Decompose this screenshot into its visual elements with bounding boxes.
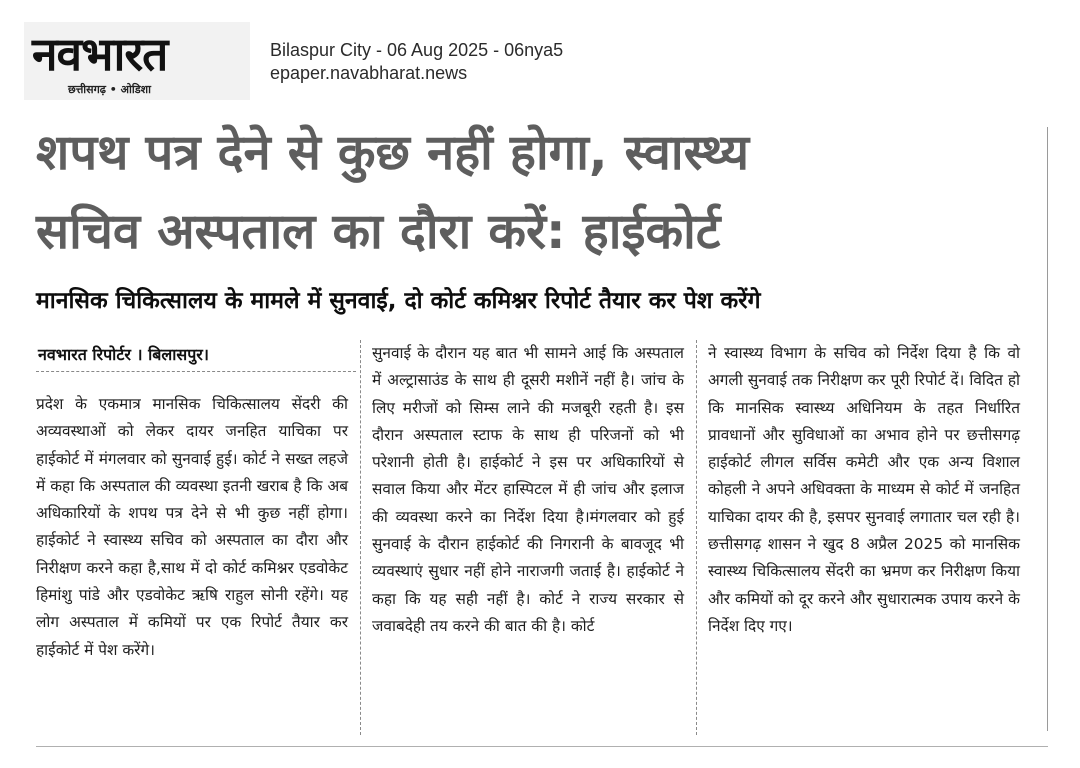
subheadline: मानसिक चिकित्सालय के मामले में सुनवाई, दो कोर्ट कमिश्नर रिपोर्ट तैयार कर पेश करेंगे (36, 288, 761, 314)
article-column-2: सुनवाई के दौरान यह बात भी सामने आई कि अस्पताल में अल्ट्रासाउंड के साथ ही दूसरी मशीनें नहीं है। जांच के लिए मरीजों को सिम्स लाने की मजबूरी रहती है। इस दौरान अस्पताल स्टाफ के साथ ही परिजनों को भी परेशानी होती है। हाईकोर्ट ने इस पर अधिकारियों से सवाल किया और मेंटर हास्पिटल में ही जांच और इलाज की व्यवस्था करने का निर्देश दिया है।मंगलवार को हुई सुनवाई के दौरान हाईकोर्ट की निगरानी के बावजूद भी व्यवस्थाएं सुधार नहीं होने नाराजगी जताई है। हाईकोर्ट ने कहा कि यह सही नहीं है। कोर्ट ने राज्य सरकार से जवाबदेही तय करने की बात की है। कोर्ट (372, 344, 684, 635)
byline-divider (36, 371, 356, 372)
epaper-url[interactable]: epaper.navabharat.news (270, 63, 468, 83)
right-border-rule (1047, 127, 1048, 731)
article-column-1: प्रदेश के एकमात्र मानसिक चिकित्सालय सेंदरी की अव्यवस्थाओं को लेकर दायर जनहित याचिका पर हाईकोर्ट में मंगलवार को सुनवाई हुई। कोर्ट ने सख्त लहजे में कहा कि अस्पताल की व्यवस्था इतनी खराब है कि अब अधिकारियों के शपथ पत्र देने से भी कुछ नहीं होगा। हाईकोर्ट ने स्वास्थ्य सचिव को अस्पताल का दौरा और निरीक्षण करने कहा है,साथ में दो कोर्ट कमिश्नर एडवोकेट हिमांशु पांडे और एडवोकेट ऋषि राहुल सोनी रहेंगे। यह लोग अस्पताल में कमियों पर एक रिपोर्ट तैयार कर हाईकोर्ट में पेश करेंगे। (36, 395, 348, 659)
edition-info: Bilaspur City - 06 Aug 2025 - 06nya5 (270, 40, 564, 60)
logo-tagline: छत्तीसगढ़ • ओडिशा (68, 83, 151, 96)
headline-line-1: शपथ पत्र देने से कुछ नहीं होगा, स्वास्थ्य (36, 124, 749, 181)
masthead-logo-block (24, 22, 250, 100)
headline-line-2: सचिव अस्पताल का दौरा करें: हाईकोर्ट (36, 203, 721, 260)
column-divider-1 (360, 340, 362, 735)
newspaper-logo: नवभारत (32, 27, 168, 81)
bottom-border-rule (36, 746, 1048, 747)
article-column-3: ने स्वास्थ्य विभाग के सचिव को निर्देश दिया है कि वो अगली सुनवाई तक निरीक्षण कर पूरी रिपोर्ट दें। विदित हो कि मानसिक स्वास्थ्य अधिनियम के तहत निर्धारित प्रावधानों और सुविधाओं का अभाव होने पर छत्तीसगढ़ हाईकोर्ट लीगल सर्विस कमेटी और एक अन्य विशाल कोहली ने अपने अधिवक्ता के माध्यम से कोर्ट में जनहित याचिका दायर की है, इसपर सुनवाई लगातार चल रही है। छत्तीसगढ़ शासन ने खुद 8 अप्रैल 2025 को मानसिक स्वास्थ्य चिकित्सालय सेंदरी का भ्रमण कर निरीक्षण किया और कमियों को दूर करने और सुधारात्मक उपाय करने के निर्देश दिए गए। (708, 344, 1020, 635)
column-divider-2 (696, 340, 698, 735)
byline: नवभारत रिपोर्टर । बिलासपुर। (38, 345, 209, 364)
